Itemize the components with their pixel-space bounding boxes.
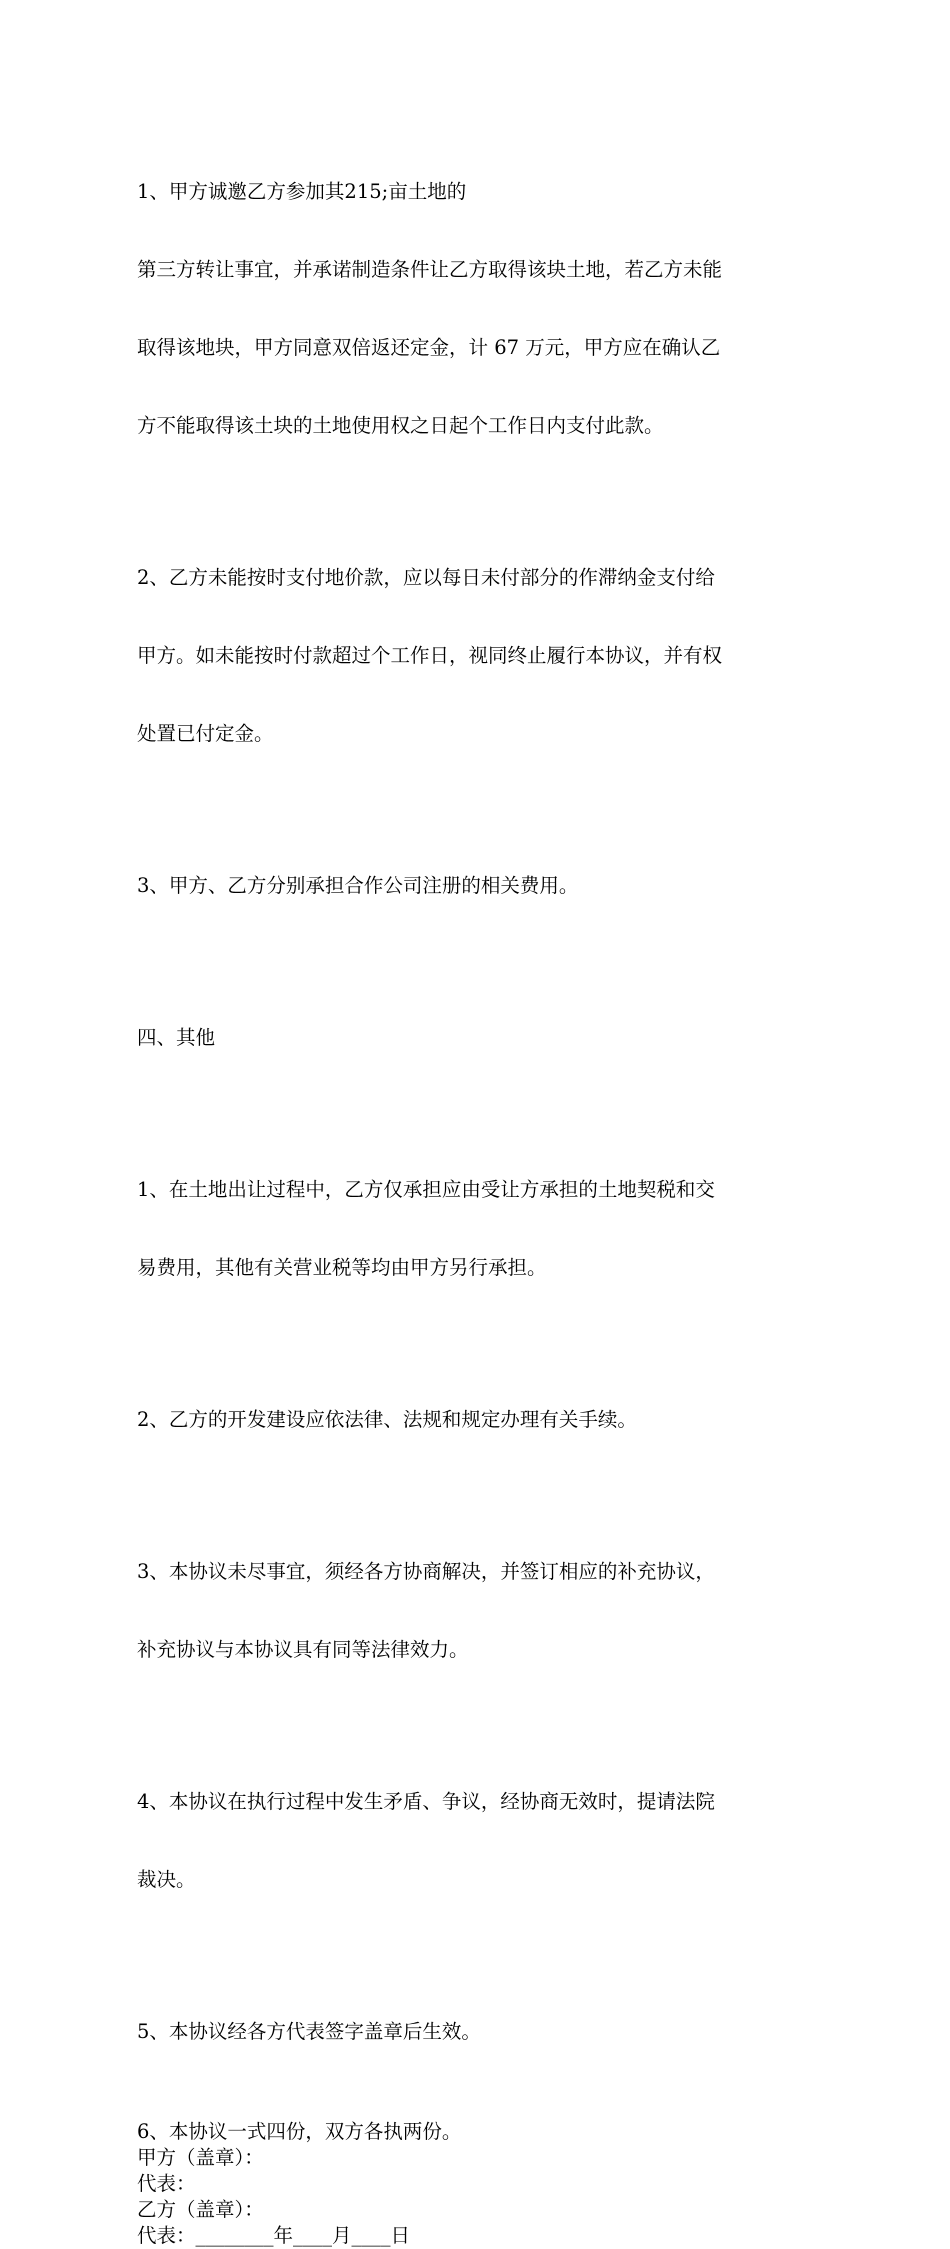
other-clause-1 xyxy=(137,1125,817,1333)
clause-3 xyxy=(137,821,817,951)
text-line: 易费用，其他有关营业税等均由甲方另行承担。 xyxy=(137,1256,547,1279)
other-clause-2 xyxy=(137,1355,817,1485)
text-line: 甲方。如未能按时付款超过个工作日，视同终止履行本协议，并有权 xyxy=(137,644,723,667)
document-page xyxy=(137,127,817,2249)
text-line: 3、本协议未尽事宜，须经各方协商解决，并签订相应的补充协议， xyxy=(137,1560,715,1583)
text-line: 5、本协议经各方代表签字盖章后生效。 xyxy=(137,2020,481,2043)
text-line: 第三方转让事宜，并承诺制造条件让乙方取得该块土地，若乙方未能 xyxy=(137,258,723,281)
party-b-representative-date-line: 代表：________年____月____日 xyxy=(137,2224,411,2247)
text-line: 方不能取得该土块的土地使用权之日起个工作日内支付此款。 xyxy=(137,414,664,437)
text-line: 3、甲方、乙方分别承担合作公司注册的相关费用。 xyxy=(137,874,579,897)
text-line: 处置已付定金。 xyxy=(137,722,274,745)
text-line: 2、乙方未能按时支付地价款，应以每日未付部分的作滞纳金支付给 xyxy=(137,566,715,589)
party-a-representative-label: 代表： xyxy=(137,2172,196,2195)
section-heading: 四、其他 xyxy=(137,1026,216,1049)
clause-1 xyxy=(137,127,817,491)
text-line: 1、在土地出让过程中，乙方仅承担应由受让方承担的土地契税和交 xyxy=(137,1178,715,1201)
section-heading-other xyxy=(137,973,817,1103)
other-clause-5 xyxy=(137,1967,817,2097)
text-line: 裁决。 xyxy=(137,1868,196,1891)
text-line: 2、乙方的开发建设应依法律、法规和规定办理有关手续。 xyxy=(137,1408,637,1431)
party-b-seal-label: 乙方（盖章）： xyxy=(137,2198,264,2221)
text-line: 4、本协议在执行过程中发生矛盾、争议，经协商无效时，提请法院 xyxy=(137,1790,715,1813)
other-clause-3 xyxy=(137,1507,817,1715)
text-line: 补充协议与本协议具有同等法律效力。 xyxy=(137,1638,469,1661)
signature-block xyxy=(137,2119,817,2249)
party-a-seal-label: 甲方（盖章）： xyxy=(137,2146,264,2169)
other-clause-6: 6、本协议一式四份，双方各执两份。 xyxy=(137,2120,462,2143)
other-clause-4 xyxy=(137,1737,817,1945)
text-line: 取得该地块，甲方同意双倍返还定金，计 67 万元，甲方应在确认乙 xyxy=(137,336,721,359)
text-line: 1、甲方诚邀乙方参加其215;亩土地的 xyxy=(137,180,467,203)
clause-2 xyxy=(137,513,817,799)
